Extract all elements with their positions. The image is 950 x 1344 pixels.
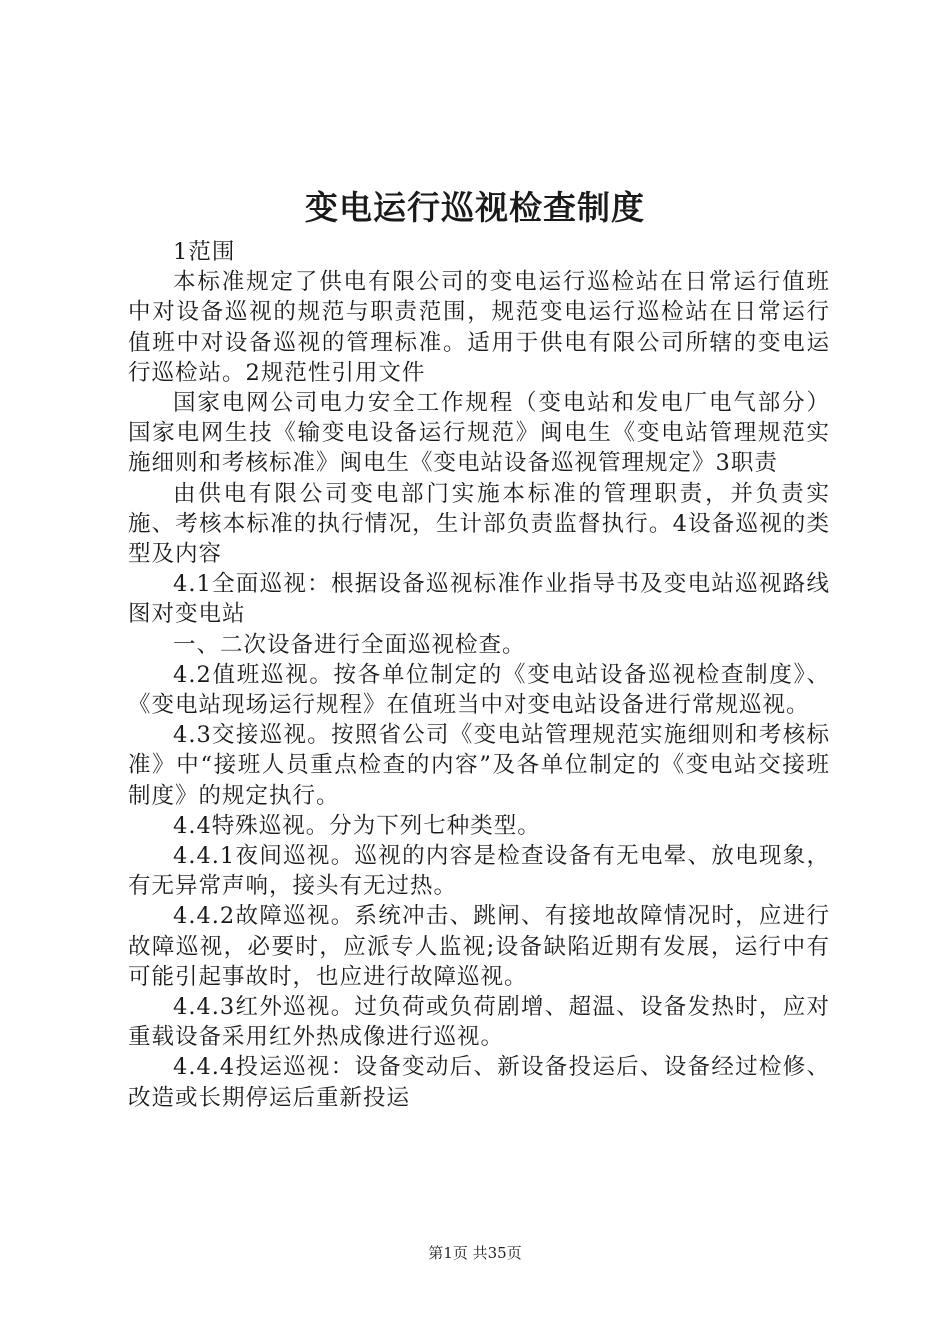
paragraph-4-4-4: 4.4.4投运巡视：设备变动后、新设备投运后、设备经过检修、改造或长期停运后重新投运 [128,1054,830,1111]
paragraph-scope-text: 本标准规定了供电有限公司的变电运行巡检站在日常运行值班中对设备巡视的规范与职责范围，规范变电运行巡检站在日常运行值班中对设备巡视的管理标准。适用于供电有限公司所辖的变电运行巡检站。2规范性引用文件 [128,269,830,386]
paragraph-4-4-2: 4.4.2故障巡视。系统冲击、跳闸、有接地故障情况时，应进行故障巡视，必要时，应派专人监视;设备缺陷近期有发展，运行中有可能引起事故时，也应进行故障巡视。 [128,903,830,990]
document-body [128,237,830,1113]
paragraph-responsibilities: 由供电有限公司变电部门实施本标准的管理职责，并负责实施、考核本标准的执行情况，生计部负责监督执行。4设备巡视的类型及内容 [128,480,830,568]
paragraph-4-2: 4.2值班巡视。按各单位制定的《变电站设备巡视检查制度》、《变电站现场运行规程》在值班当中对变电站设备进行常规巡视。 [128,661,830,719]
paragraph-4-3: 4.3交接巡视。按照省公司《变电站管理规范实施细则和考核标准》中“接班人员重点检查的内容”及各单位制定的《变电站交接班制度》的规定执行。 [128,722,830,809]
paragraph-4-4-3: 4.4.3红外巡视。过负荷或负荷剧增、超温、设备发热时，应对重载设备采用红外热成像进行巡视。 [128,994,830,1051]
paragraph-scope-heading: 1范围 [173,239,236,265]
paragraph-references: 国家电网公司电力安全工作规程（变电站和发电厂电气部分）国家电网生技《输变电设备运行规范》闽电生《变电站管理规范实施细则和考核标准》闽电生《变电站设备巡视管理规定》3职责 [128,390,830,477]
paragraph-4-1-cont: 一、二次设备进行全面巡视检查。 [173,631,526,658]
paragraph-4-4: 4.4特殊巡视。分为下列七种类型。 [173,812,541,839]
page-footer: 第1页 共35页 [428,1244,522,1262]
paragraph-4-4-1: 4.4.1夜间巡视。巡视的内容是检查设备有无电晕、放电现象，有无异常声响，接头有无过热。 [128,843,830,900]
document-title: 变电运行巡视检查制度 [305,188,645,227]
paragraph-4-1: 4.1全面巡视：根据设备巡视标准作业指导书及变电站巡视路线图对变电站 [128,571,830,628]
